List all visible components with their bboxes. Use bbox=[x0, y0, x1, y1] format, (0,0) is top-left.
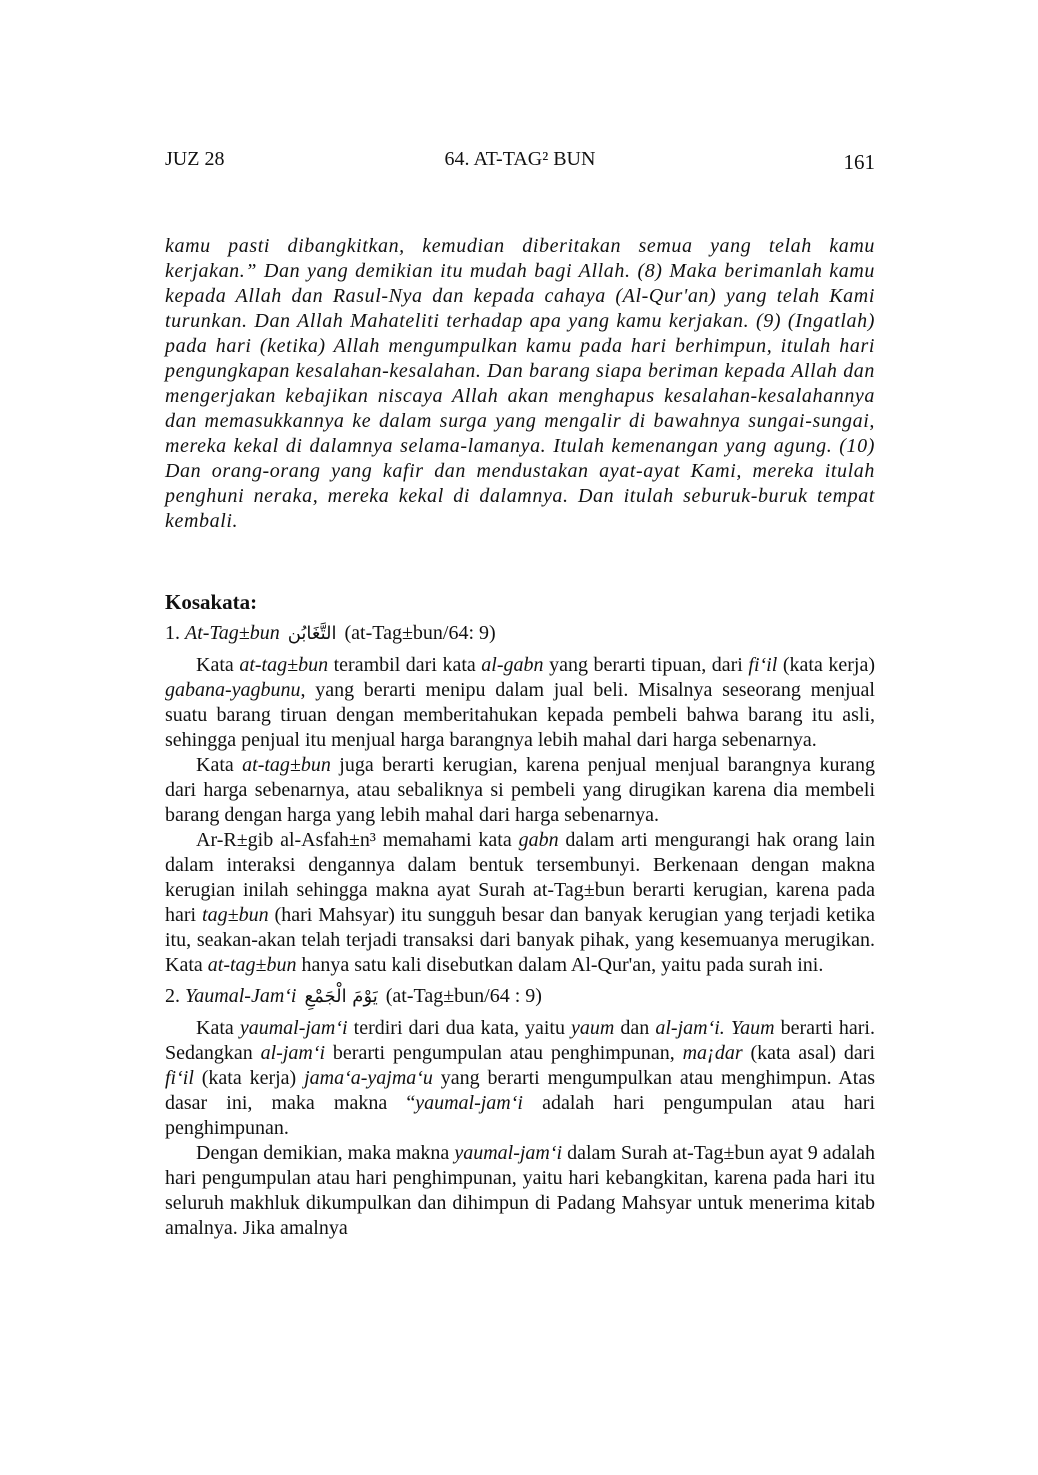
italic-term: al-jam‘i bbox=[260, 1042, 326, 1064]
italic-term: yaum bbox=[571, 1017, 615, 1039]
verse-translation bbox=[165, 234, 875, 534]
text-run: dalam arti mengurangi hak orang lain dalam interaksi dengannya dalam bentuk tersembunyi. Berkenaan dengan makna kerugian inilah sehingga makna ayat Surah at-Tag±bun berarti kerugian, karena pada hari bbox=[165, 829, 875, 926]
arabic-term: التَّغَابُن bbox=[287, 623, 337, 644]
entry-term: At-Tag±bun bbox=[185, 622, 280, 644]
entry-term: Yaumal-Jam‘i bbox=[185, 985, 297, 1007]
italic-term: gabana-yagbunu bbox=[165, 679, 301, 701]
entry-paragraph bbox=[165, 653, 875, 753]
text-run: dalam Surah at-Tag±bun ayat 9 adalah hari pengumpulan atau hari penghimpunan, yaitu hari kebangkitan, karena pada hari itu seluruh makhluk dikumpulkan dan dihimpun di Padang Mahsyar untuk menerima kitab amalnya. Jika amalnya bbox=[165, 1142, 875, 1239]
italic-term: tag±bun bbox=[202, 904, 269, 926]
italic-term: al-jam‘i. Yaum bbox=[655, 1017, 775, 1039]
entry-reference: (at-Tag±bun/64 : 9) bbox=[385, 985, 542, 1007]
text-run: Dengan demikian, maka makna bbox=[196, 1142, 455, 1164]
italic-term: yaumal-jam‘i bbox=[454, 1142, 563, 1164]
text-run: Kata bbox=[196, 654, 240, 676]
vocabulary-section bbox=[165, 589, 875, 1241]
entry-paragraph bbox=[165, 1141, 875, 1241]
juz-label: JUZ 28 bbox=[165, 148, 225, 170]
text-run: terambil dari kata bbox=[328, 654, 482, 676]
text-run: hanya satu kali disebutkan dalam Al-Qur'an, yaitu pada surah ini. bbox=[296, 954, 824, 976]
text-run: adalah hari pengumpulan atau hari penghimpunan. bbox=[165, 1092, 875, 1139]
text-run: Ar-R±gib al-Asfah±n³ memahami kata bbox=[196, 829, 519, 851]
running-head bbox=[165, 147, 875, 177]
text-run: yang berarti tipuan, dari bbox=[543, 654, 749, 676]
italic-term: al-gabn bbox=[481, 654, 544, 676]
italic-term: fi‘il bbox=[165, 1067, 194, 1089]
translation-text: kamu pasti dibangkitkan, kemudian diberitakan semua yang telah kamu kerjakan.” Dan yang demikian itu mudah bagi Allah. (8) Maka berimanlah kamu kepada Allah dan Rasul-Nya dan kepada cahaya (Al-Qur'an) yang telah Kami turunkan. Dan Allah Mahateliti terhadap apa yang kamu kerjakan. (9) (Ingatlah) pada hari (ketika) Allah mengumpulkan kamu pada hari berhimpun, itulah hari pengungkapan kesalahan-kesalahan. Dan barang siapa beriman kepada Allah dan mengerjakan kebajikan niscaya Allah akan menghapus kesalahan-kesalahannya dan memasukkannya ke dalam surga yang mengalir di bawahnya sungai-sungai, mereka kekal di dalamnya selama-lamanya. Itulah kemenangan yang agung. (10) Dan orang-orang yang kafir dan mendustakan ayat-ayat Kami, mereka itulah penghuni neraka, mereka kekal di dalamnya. Dan itulah seburuk-buruk tempat kembali. bbox=[165, 235, 875, 532]
text-run: (kata asal) dari bbox=[742, 1042, 876, 1064]
text-run: , yang berarti menipu dalam jual beli. Misalnya seseorang menjual suatu barang tiruan dengan memberitahukan kepada pembeli bahwa barang itu asli, sehingga penjual itu menjual harga barangnya lebih mahal dari harga sebenarnya. bbox=[165, 679, 875, 751]
surah-title: 64. AT-TAG² BUN bbox=[444, 148, 596, 170]
italic-term: fi‘il bbox=[748, 654, 778, 676]
text-run: (kata kerja) bbox=[193, 1067, 305, 1089]
italic-term: ma¡dar bbox=[682, 1042, 743, 1064]
text-run: (hari Mahsyar) itu sungguh besar dan banyak kerugian yang terjadi ketika itu, seakan-akan telah terjadi transaksi dari banyak pihak, yang kesemuanya merugikan. Kata bbox=[165, 904, 875, 976]
vocabulary-heading: Kosakata: bbox=[165, 590, 258, 614]
entry-paragraph bbox=[165, 828, 875, 978]
entry-paragraph bbox=[165, 753, 875, 828]
italic-term: yaumal-jam‘i bbox=[239, 1017, 348, 1039]
entry-reference: (at-Tag±bun/64: 9) bbox=[344, 622, 496, 644]
entry-number: 1. bbox=[165, 622, 180, 644]
text-run: Kata bbox=[196, 1017, 240, 1039]
italic-term: jama‘a-yajma‘u bbox=[304, 1067, 433, 1089]
text-run: berarti pengumpulan atau penghimpunan, bbox=[325, 1042, 683, 1064]
text-run: berarti hari. Sedangkan bbox=[165, 1017, 875, 1064]
text-run: dan bbox=[614, 1017, 656, 1039]
vocab-entry-heading bbox=[165, 620, 875, 647]
text-run: juga berarti kerugian, karena penjual menjual barangnya kurang dari harga sebenarnya, atau sebaliknya si pembeli yang dirugikan karena dia membeli barang dengan harga yang lebih mahal dari harga sebenarnya. bbox=[165, 754, 875, 826]
text-run: yang berarti mengumpulkan atau menghimpun. Atas dasar ini, maka makna “ bbox=[165, 1067, 875, 1114]
italic-term: at-tag±bun bbox=[239, 654, 329, 676]
text-run: (kata kerja) bbox=[777, 654, 875, 676]
entry-number: 2. bbox=[165, 985, 180, 1007]
page-number: 161 bbox=[843, 150, 875, 174]
italic-term: gabn bbox=[518, 829, 559, 851]
italic-term: at-tag±bun bbox=[207, 954, 297, 976]
entry-paragraph bbox=[165, 1016, 875, 1141]
text-run: Kata bbox=[196, 754, 243, 776]
vocab-entry-heading bbox=[165, 983, 875, 1010]
text-run: terdiri dari dua kata, yaitu bbox=[347, 1017, 572, 1039]
italic-term: yaumal-jam‘i bbox=[415, 1092, 523, 1114]
arabic-term: يَوْمَ الْجَمْعِ bbox=[304, 986, 378, 1007]
italic-term: at-tag±bun bbox=[242, 754, 331, 776]
